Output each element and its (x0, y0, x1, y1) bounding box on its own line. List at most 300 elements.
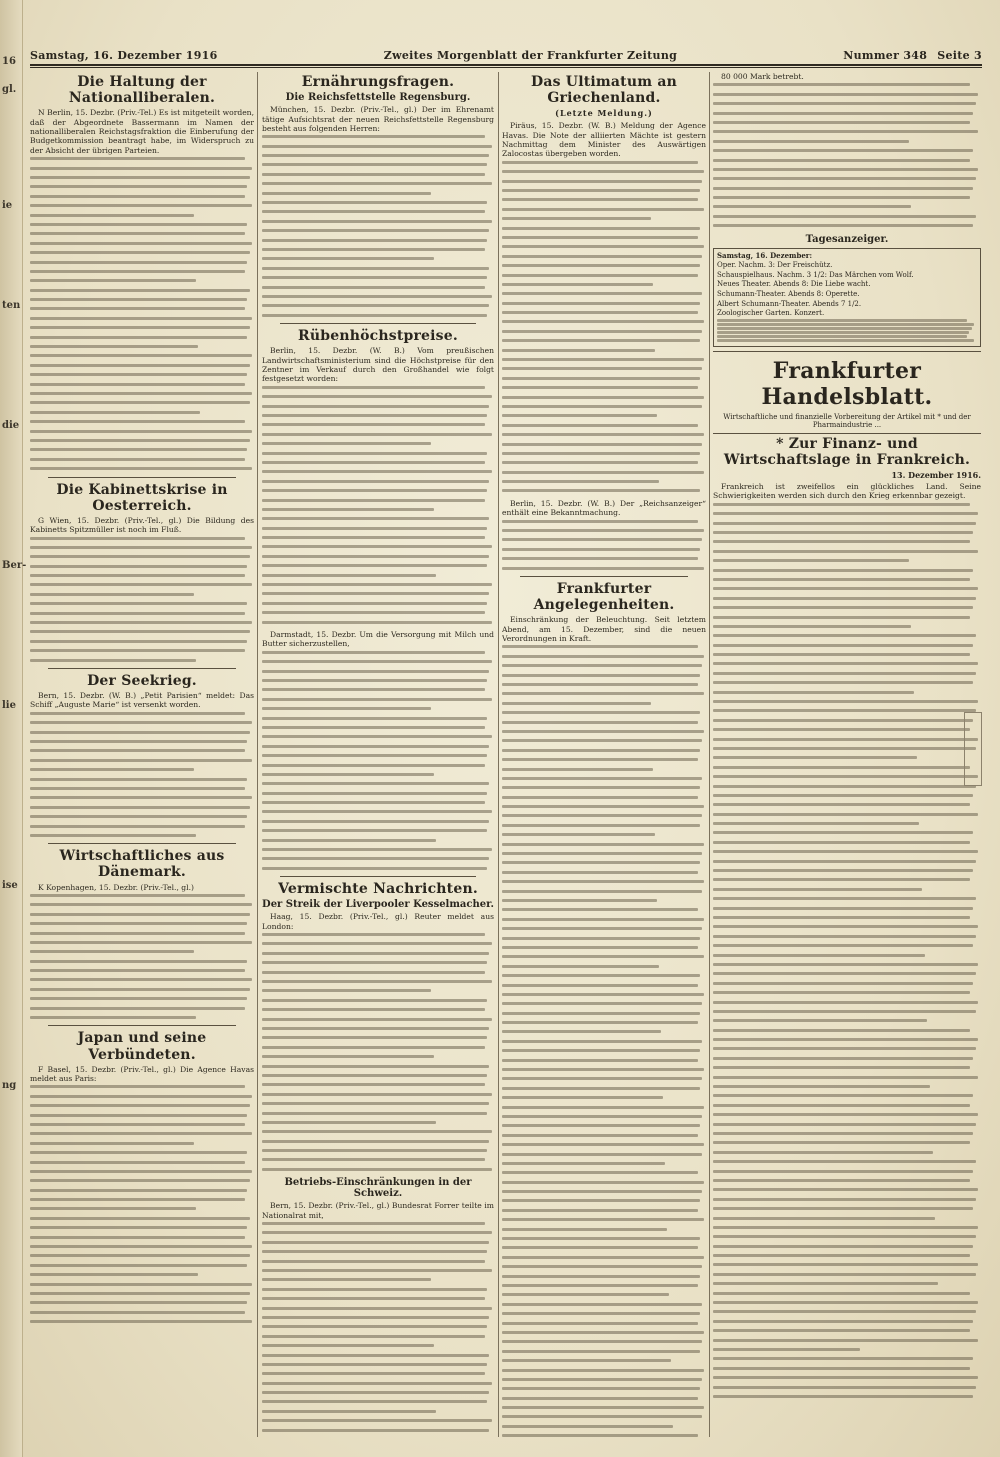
text-line (502, 1049, 700, 1052)
text-line (713, 1254, 970, 1257)
text-block (713, 83, 981, 227)
events-listing (713, 248, 981, 347)
text-line (262, 145, 492, 148)
text-line (262, 257, 434, 260)
separator (48, 843, 236, 844)
text-line (262, 1231, 492, 1234)
text-line (502, 1350, 700, 1353)
text-line (262, 1250, 487, 1253)
margin-fragment: Ber- (2, 560, 27, 571)
margin-fragment: 16 (2, 56, 16, 67)
text-line (502, 208, 704, 211)
text-line (502, 739, 702, 742)
text-line (713, 1386, 976, 1389)
text-line (30, 834, 196, 837)
text-line (502, 852, 702, 855)
text-line (262, 829, 487, 832)
text-line (262, 726, 485, 729)
text-line (30, 621, 252, 624)
text-line (502, 908, 698, 911)
text-line (30, 195, 245, 198)
margin-fragment: ng (2, 1080, 17, 1091)
text-line (713, 1188, 978, 1191)
text-line (713, 616, 970, 619)
text-line (262, 154, 489, 157)
text-line (502, 396, 704, 399)
listing-date: Samstag, 16. Dezember: (717, 250, 813, 260)
text-line (502, 1181, 704, 1184)
text-line (713, 728, 970, 731)
section-heading: Tagesanzeiger. (805, 233, 889, 245)
text-line (262, 1297, 485, 1300)
text-line (502, 1340, 702, 1343)
column-4 (713, 72, 981, 1437)
listing-item: Zoologischer Garten. Konzert. (717, 309, 825, 318)
text-line (502, 1406, 704, 1409)
text-line (502, 1284, 698, 1287)
text-line (502, 217, 651, 220)
text-line (713, 205, 911, 208)
listing-item: Oper. Nachm. 3: Der Freischütz. (717, 261, 833, 270)
text-line (30, 223, 247, 226)
text-line (30, 1170, 252, 1173)
text-line (502, 1378, 702, 1381)
text-line (262, 480, 489, 483)
article-text: G Wien, 15. Dezbr. (Priv.-Tel., gl.) Die Bildung des Kabinetts Spitzmüller ist noch im Fluß. (30, 515, 254, 535)
text-line (30, 997, 247, 1000)
text-line (713, 1179, 970, 1182)
text-line (262, 545, 492, 548)
text-line (262, 735, 492, 738)
text-line (717, 331, 969, 334)
text-line (713, 140, 909, 143)
text-line (502, 424, 698, 427)
text-line (262, 210, 485, 213)
text-block (30, 1085, 254, 1323)
text-line (502, 1322, 698, 1325)
text-line (502, 1096, 663, 1099)
text-line (30, 612, 245, 615)
text-line (713, 1357, 973, 1360)
text-line (713, 93, 978, 96)
listing-item: Schumann-Theater. Abends 8: Operette. (717, 290, 860, 299)
text-line (502, 1218, 704, 1221)
text-line (262, 220, 492, 223)
text-line (30, 740, 247, 743)
text-line (262, 1093, 492, 1096)
text-line (502, 1275, 700, 1278)
text-line (262, 1382, 492, 1385)
text-line (30, 546, 252, 549)
article-text: 80 000 Mark betrebt. (721, 72, 804, 81)
text-line (502, 358, 704, 361)
text-line (502, 520, 698, 523)
text-line (713, 531, 973, 534)
text-line (30, 401, 250, 404)
text-line (30, 232, 245, 235)
text-line (713, 972, 976, 975)
text-line (713, 1282, 938, 1285)
text-line (262, 1391, 489, 1394)
text-line (713, 1057, 973, 1060)
text-line (502, 984, 698, 987)
text-line (502, 1162, 665, 1165)
text-line (262, 1410, 436, 1413)
article-text: Bern, 15. Dezbr. (W. B.) „Petit Parisien“ meldet: Das Schiff „Auguste Marie“ ist versenkt worden. (30, 691, 254, 710)
text-line (262, 952, 489, 955)
text-line (502, 1040, 702, 1043)
text-line (262, 163, 487, 166)
text-line (262, 1055, 434, 1058)
article-text: Frankreich ist zweifellos ein glückliches Land. Seine Schwierigkeiten werden sich durch den Krieg erkennbar gezeigt. (713, 482, 981, 501)
text-line (713, 569, 973, 572)
text-line (262, 1008, 485, 1011)
text-line (502, 320, 704, 323)
text-line (262, 395, 492, 398)
text-line (262, 229, 489, 232)
text-line (30, 167, 252, 170)
text-line (30, 1264, 247, 1267)
separator (713, 351, 981, 352)
text-line (502, 918, 704, 921)
text-line (502, 189, 700, 192)
text-line (502, 1030, 661, 1033)
text-line (713, 1348, 860, 1351)
text-line (262, 592, 489, 595)
text-line (262, 867, 487, 870)
text-line (30, 157, 245, 160)
text-line (717, 323, 974, 326)
text-line (30, 960, 247, 963)
column-2 (262, 72, 494, 1437)
text-line (713, 177, 976, 180)
text-line (262, 267, 489, 270)
text-line (30, 336, 247, 339)
text-line (262, 1288, 487, 1291)
text-line (262, 517, 489, 520)
text-line (262, 508, 434, 511)
column-rule (257, 72, 258, 1437)
text-line (262, 1121, 436, 1124)
text-line (262, 564, 487, 567)
article-heading: Das Ultimatum an Griechenland. (531, 74, 677, 107)
text-line (717, 327, 972, 330)
text-line (502, 180, 702, 183)
text-line (713, 1376, 978, 1379)
text-line (262, 820, 489, 823)
text-line (262, 248, 485, 251)
text-line (262, 555, 489, 558)
text-line (30, 1217, 250, 1220)
text-line (713, 1310, 976, 1313)
text-line (502, 1237, 700, 1240)
text-line (713, 587, 978, 590)
text-line (713, 1245, 973, 1248)
text-line (30, 649, 245, 652)
text-line (713, 1094, 973, 1097)
text-line (713, 1151, 933, 1154)
separator (713, 433, 981, 434)
text-line (713, 700, 978, 703)
text-line (262, 286, 485, 289)
text-line (30, 1207, 196, 1210)
text-line (30, 261, 247, 264)
text-line (262, 192, 431, 195)
text-line (713, 991, 970, 994)
text-line (30, 759, 252, 762)
text-line (262, 1046, 485, 1049)
text-line (262, 470, 492, 473)
text-line (262, 989, 431, 992)
text-line (713, 1104, 970, 1107)
text-line (713, 1141, 970, 1144)
text-line (713, 1263, 978, 1266)
text-line (502, 339, 700, 342)
text-line (502, 1068, 704, 1071)
text-line (502, 1134, 698, 1137)
text-line (502, 965, 659, 968)
text-line (30, 978, 252, 981)
text-line (30, 969, 245, 972)
text-block (502, 161, 706, 493)
text-line (502, 702, 651, 705)
text-line (502, 567, 704, 570)
separator (48, 477, 236, 478)
text-line (502, 461, 698, 464)
text-line (713, 112, 973, 115)
text-line (713, 1010, 976, 1013)
text-line (717, 335, 967, 338)
text-line (713, 634, 976, 637)
article-text: Berlin, 15. Dezbr. (W. B.) Der „Reichsanzeiger“ enthält eine Bekanntmachung. (502, 498, 706, 518)
text-line (502, 711, 700, 714)
text-line (713, 550, 978, 553)
text-line (262, 999, 487, 1002)
text-line (262, 1158, 485, 1161)
text-line (713, 1001, 978, 1004)
text-line (30, 1273, 198, 1276)
text-line (30, 1311, 245, 1314)
text-line (30, 251, 250, 254)
text-line (262, 1429, 489, 1432)
text-line (262, 839, 436, 842)
text-line (30, 448, 247, 451)
text-line (713, 522, 976, 525)
header-date: Samstag, 16. Dezember 1916 (30, 49, 218, 62)
text-line (502, 1425, 673, 1428)
text-line (502, 1199, 700, 1202)
text-line (30, 1142, 194, 1145)
text-line (30, 602, 247, 605)
text-line (30, 988, 250, 991)
text-line (713, 1339, 978, 1342)
text-line (30, 749, 245, 752)
article-heading: Frankfurter Angelegenheiten. (533, 581, 675, 614)
text-line (30, 565, 247, 568)
section-masthead-sub: Wirtschaftliche und finanzielle Vorbereitung der Artikel mit * und der Pharmaindustrie ... (723, 412, 971, 429)
text-line (713, 907, 973, 910)
text-line (30, 1161, 245, 1164)
header-title: Zweites Morgenblatt der Frankfurter Zeitung (383, 49, 678, 62)
text-line (502, 377, 700, 380)
text-block (262, 933, 494, 1171)
text-line (713, 831, 973, 834)
text-line (502, 1087, 700, 1090)
text-line (262, 848, 492, 851)
text-line (502, 974, 700, 977)
text-line (502, 655, 704, 658)
text-line (262, 452, 487, 455)
text-line (262, 745, 489, 748)
text-line (30, 768, 194, 771)
text-line (262, 1260, 485, 1263)
text-line (502, 1106, 704, 1109)
text-line (30, 411, 200, 414)
text-line (262, 1149, 487, 1152)
text-line (262, 1168, 492, 1171)
text-line (502, 730, 704, 733)
text-line (502, 1293, 669, 1296)
text-line (262, 433, 492, 436)
text-line (30, 1104, 250, 1107)
text-line (262, 698, 492, 701)
text-line (713, 935, 976, 938)
text-line (713, 121, 970, 124)
text-line (713, 822, 919, 825)
text-line (262, 1363, 487, 1366)
text-line (262, 679, 487, 682)
text-line (262, 971, 485, 974)
text-line (713, 785, 976, 788)
text-line (502, 1303, 702, 1306)
text-line (502, 1246, 698, 1249)
header-number: Nummer 348 (843, 49, 928, 62)
text-line (713, 1301, 978, 1304)
text-line (502, 786, 700, 789)
text-line (713, 1207, 973, 1210)
text-line (713, 1292, 970, 1295)
text-line (713, 1235, 976, 1238)
text-line (262, 602, 487, 605)
text-line (262, 1419, 492, 1422)
text-line (502, 683, 698, 686)
article-heading: Rübenhöchstpreise. (298, 328, 458, 345)
article-heading: Die Haltung der Nationalliberalen. (68, 74, 216, 107)
text-line (30, 1292, 250, 1295)
text-line (30, 796, 252, 799)
text-line (262, 782, 489, 785)
text-line (30, 364, 250, 367)
text-line (262, 135, 485, 138)
article-subheading: Betriebs-Einschränkungen in der Schweiz. (284, 1177, 472, 1200)
text-line (502, 557, 698, 560)
text-line (713, 1273, 976, 1276)
text-line (502, 433, 704, 436)
text-line (30, 1179, 250, 1182)
text-line (262, 961, 487, 964)
text-line (713, 662, 978, 665)
text-line (713, 130, 978, 133)
text-line (713, 925, 978, 928)
text-line (502, 255, 702, 258)
text-line (30, 712, 245, 715)
binding-edge (0, 0, 27, 1457)
text-line (502, 302, 700, 305)
text-line (262, 1036, 487, 1039)
text-line (713, 775, 978, 778)
text-line (713, 878, 970, 881)
text-block (30, 894, 254, 1019)
separator (280, 876, 476, 877)
text-line (30, 373, 247, 376)
text-block (30, 157, 254, 470)
text-line (262, 1083, 485, 1086)
text-line (713, 766, 970, 769)
text-line (713, 1019, 927, 1022)
text-line (30, 1236, 245, 1239)
text-line (262, 651, 485, 654)
text-line (713, 196, 970, 199)
text-line (502, 824, 700, 827)
article-text: Berlin, 15. Dezbr. (W. B.) Vom preußischen Landwirtschaftsministerium sind die Höchstpreise für den Zentner im Verkauf durch den Großhandel wie folgt festgesetzt worden: (262, 346, 494, 384)
text-line (502, 292, 702, 295)
text-line (30, 903, 252, 906)
text-line (713, 1066, 970, 1069)
text-line (502, 777, 702, 780)
text-line (502, 993, 704, 996)
text-line (30, 204, 252, 207)
text-line (713, 102, 976, 105)
text-line (713, 597, 976, 600)
text-line (502, 283, 653, 286)
text-line (262, 423, 485, 426)
text-line (262, 764, 485, 767)
text-line (502, 758, 698, 761)
margin-fragment: die (2, 420, 20, 431)
text-line (502, 674, 700, 677)
text-line (30, 1095, 252, 1098)
text-line (262, 857, 489, 860)
text-line (713, 540, 970, 543)
text-line (502, 311, 698, 314)
text-line (713, 168, 978, 171)
article-heading: Die Kabinettskrise in Oesterreich. (56, 481, 228, 514)
text-line (262, 1278, 431, 1281)
text-line (262, 1222, 485, 1225)
text-line (713, 982, 973, 985)
text-line (502, 1124, 700, 1127)
text-line (262, 239, 487, 242)
text-line (262, 583, 492, 586)
article-text: Piräus, 15. Dezbr. (W. B.) Meldung der Agence Havas. Die Note der alliierten Mächte ist gestern Nachmittag dem Minister des Auswärtigen Zalocostas übergeben worden. (502, 121, 706, 159)
text-line (262, 1130, 492, 1133)
separator (48, 1025, 236, 1026)
text-line (262, 660, 492, 663)
text-line (262, 1065, 489, 1068)
text-line (502, 264, 700, 267)
text-line (262, 1372, 485, 1375)
header-page: Seite 3 (937, 49, 982, 62)
text-line (30, 555, 250, 558)
text-line (30, 1123, 245, 1126)
text-line (713, 954, 925, 957)
text-line (502, 1143, 704, 1146)
text-line (502, 937, 700, 940)
text-line (502, 274, 698, 277)
text-line (30, 392, 252, 395)
text-line (713, 869, 973, 872)
text-line (717, 319, 967, 322)
